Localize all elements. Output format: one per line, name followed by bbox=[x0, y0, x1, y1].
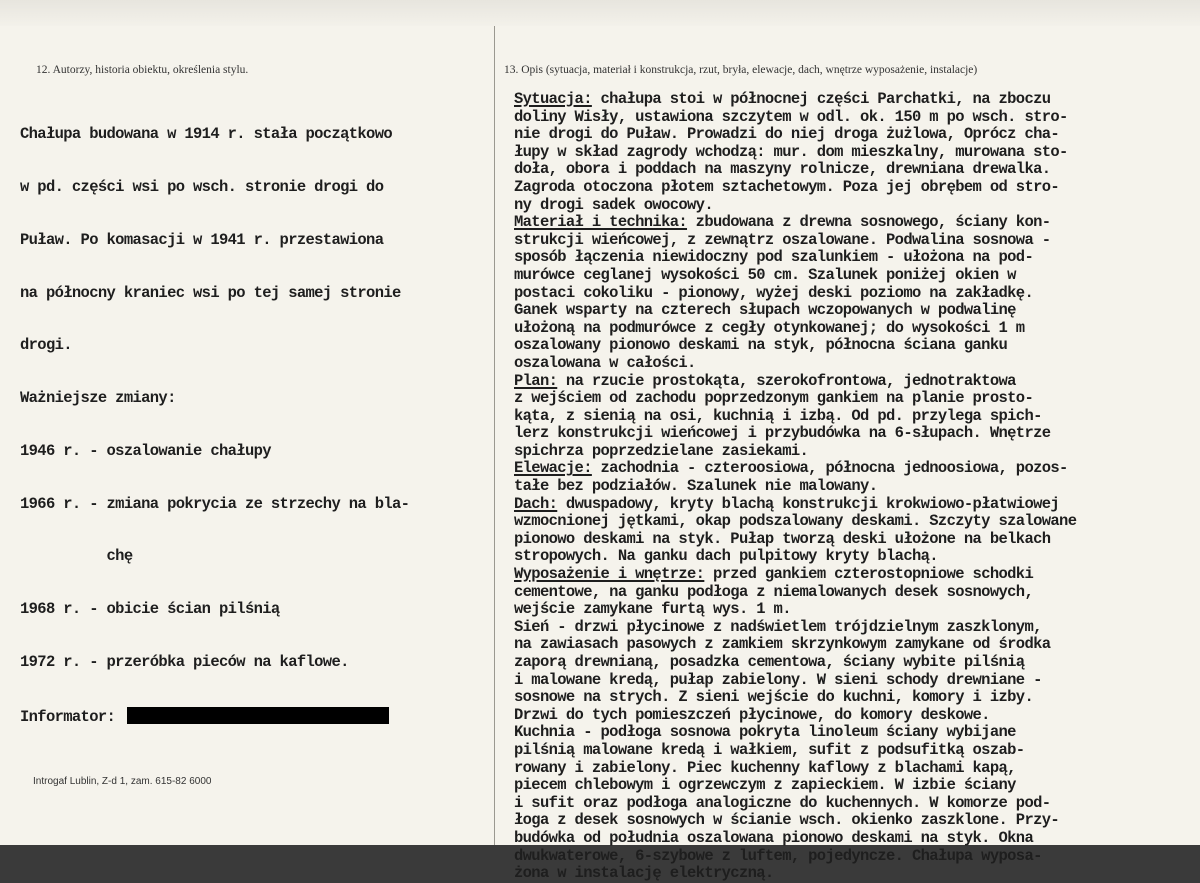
description-text-run: ułożoną na podmurówce z cegły otynkowanej; do wysokości 1 m bbox=[514, 318, 1025, 337]
changes-heading: Ważniejsze zmiany: bbox=[20, 389, 176, 408]
section-13-header: 13. Opis (sytuacja, materiał i konstrukcja, rzut, bryła, elewacje, dach, wnętrze wyposażenie, instalacje) bbox=[504, 64, 978, 76]
description-text-run: tałe bez podziałów. Szalunek nie malowany. bbox=[514, 477, 878, 496]
description-text-run: lerz konstrukcji wieńcowej i przybudówka na 6-słupach. Wnętrze bbox=[514, 424, 1051, 443]
description-text-run: murówce ceglanej wysokości 50 cm. Szalunek poniżej okien w bbox=[514, 265, 1016, 284]
description-line bbox=[514, 707, 1076, 725]
description-line bbox=[514, 91, 1076, 109]
description-line bbox=[514, 161, 1076, 179]
description-line bbox=[514, 601, 1076, 619]
description-line bbox=[514, 109, 1076, 127]
description-line bbox=[514, 619, 1076, 637]
description-line bbox=[514, 478, 1076, 496]
history-line: drogi. bbox=[20, 336, 72, 355]
informator-line bbox=[20, 707, 409, 725]
change-entry: chę bbox=[20, 547, 133, 566]
description-line bbox=[514, 355, 1076, 373]
description-line bbox=[514, 777, 1076, 795]
description-text-run: i sufit oraz podłoga analogiczne do kuchennych. W komorze pod- bbox=[514, 793, 1051, 812]
description-line bbox=[514, 302, 1076, 320]
description-line bbox=[514, 848, 1076, 866]
description-line bbox=[514, 373, 1076, 391]
description-line bbox=[514, 443, 1076, 461]
description-line bbox=[514, 337, 1076, 355]
section-label: Plan: bbox=[514, 371, 558, 390]
page-top-edge bbox=[0, 0, 1200, 26]
description-text-run: Zagroda otoczona płotem sztachetowym. Poza jej obrębem od stro- bbox=[514, 177, 1060, 196]
description-text-run: strukcji wieńcowej, z zewnątrz oszalowane. Podwalina sosnowa - bbox=[514, 230, 1051, 249]
description-text-run: Drzwi do tych pomieszczeń płycinowe, do komory deskowe. bbox=[514, 705, 990, 724]
description-text-run: dwukwaterowe, 6-szybowe z luftem, pojedyncze. Chałupa wyposa- bbox=[514, 846, 1042, 865]
informator-label: Informator: bbox=[20, 707, 116, 726]
description-text-run: na zawiasach pasowych z zamkiem skrzynkowym zamykane od środka bbox=[514, 635, 1051, 654]
description-line bbox=[514, 724, 1076, 742]
description-text-run: oszalowana w całości. bbox=[514, 353, 696, 372]
description-line bbox=[514, 320, 1076, 338]
description-text-run: doliny Wisły, ustawiona szczytem w odl. ok. 150 m po wsch. stro- bbox=[514, 107, 1068, 126]
description-line bbox=[514, 830, 1076, 848]
description-line bbox=[514, 460, 1076, 478]
description-line bbox=[514, 390, 1076, 408]
description-text-run: Ganek wsparty na czterech słupach wczopowanych w podwalinę bbox=[514, 301, 1016, 320]
description-line bbox=[514, 197, 1076, 215]
description-text-run: spichrza poprzedzielane zasiekami. bbox=[514, 441, 809, 460]
description-line bbox=[514, 126, 1076, 144]
change-entry: 1966 r. - zmiana pokrycia ze strzechy na bla- bbox=[20, 494, 410, 513]
section-label: Wyposażenie i wnętrze: bbox=[514, 565, 705, 584]
description-text-run: postaci cokoliku - pionowy, wyżej deski poziomo na zakładkę. bbox=[514, 283, 1034, 302]
description-line bbox=[514, 496, 1076, 514]
description-text-run: Sień - drzwi płycinowe z nadświetlem trójdzielnym zaszklonym, bbox=[514, 617, 1042, 636]
description-line bbox=[514, 760, 1076, 778]
section-label: Elewacje: bbox=[514, 459, 592, 478]
history-line: w pd. części wsi po wsch. stronie drogi do bbox=[20, 177, 384, 196]
description-line bbox=[514, 408, 1076, 426]
description-text-run: zbudowana z drewna sosnowego, ściany kon- bbox=[687, 213, 1051, 232]
description-line bbox=[514, 232, 1076, 250]
section-12-header: 12. Autorzy, historia obiektu, określenia stylu. bbox=[36, 64, 249, 76]
description-text-run: sosnowe na strych. Z sieni wejście do kuchni, komory i izby. bbox=[514, 688, 1034, 707]
description-text-run: łupy w skład zagrody wchodzą: mur. dom mieszkalny, murowana sto- bbox=[514, 142, 1068, 161]
description-line bbox=[514, 795, 1076, 813]
description-text-run: pilśnią malowane kredą i wałkiem, sufit z podsufitką oszab- bbox=[514, 740, 1025, 759]
section-label: Dach: bbox=[514, 494, 558, 513]
change-entry: 1946 r. - oszalowanie chałupy bbox=[20, 441, 271, 460]
description-line bbox=[514, 249, 1076, 267]
history-line: na północny kraniec wsi po tej samej stronie bbox=[20, 283, 401, 302]
description-line bbox=[514, 267, 1076, 285]
description-text-run: kąta, z sienią na osi, kuchnią i izbą. Od pd. przylega spich- bbox=[514, 406, 1042, 425]
column-divider bbox=[494, 26, 495, 845]
description-line bbox=[514, 654, 1076, 672]
description-text-run: ny drogi sadek owocowy. bbox=[514, 195, 713, 214]
description-text-run: chałupa stoi w północnej części Parchatki, na zboczu bbox=[591, 90, 1051, 108]
description-line bbox=[514, 566, 1076, 584]
description-text-run: zaporą drewnianą, posadzka cementowa, ściany wybite pilśnią bbox=[514, 653, 1025, 671]
history-text bbox=[20, 91, 409, 760]
description-line bbox=[514, 672, 1076, 690]
description-line bbox=[514, 636, 1076, 654]
section-label: Materiał i technika: bbox=[514, 213, 688, 232]
description-line bbox=[514, 144, 1076, 162]
description-line bbox=[514, 425, 1076, 443]
description-line bbox=[514, 513, 1076, 531]
description-text-run: wejście zamykane furtą wys. 1 m. bbox=[514, 600, 791, 619]
description-text-run: przed gankiem czterostopniowe schodki bbox=[704, 565, 1034, 584]
description-line bbox=[514, 812, 1076, 830]
description-text-run: budówka od południa oszalowana pionowo deskami na styk. Okna bbox=[514, 828, 1034, 847]
printer-imprint: Introgaf Lublin, Z-d 1, zam. 615-82 6000 bbox=[33, 776, 212, 787]
description-text-run: nie drogi do Puław. Prowadzi do niej droga żużlowa, Oprócz cha- bbox=[514, 125, 1060, 144]
change-entry: 1968 r. - obicie ścian pilśnią bbox=[20, 600, 280, 619]
section-label: Sytuacja: bbox=[514, 90, 592, 108]
description-text-run: wzmocnionej jętkami, okap podszalowany deskami. Szczyty szalowane bbox=[514, 512, 1077, 531]
description-line bbox=[514, 179, 1076, 197]
description-text-run: na rzucie prostokąta, szerokofrontowa, jednotraktowa bbox=[557, 371, 1016, 390]
description-line bbox=[514, 548, 1076, 566]
description-text-run: piecem chlebowym i ogrzewczym z zapieckiem. W izbie ściany bbox=[514, 776, 1016, 795]
description-text-run: pionowo deskami na styk. Pułap tworzą deski ułożone na belkach bbox=[514, 529, 1051, 548]
description-text-run: z wejściem od zachodu poprzedzonym gankiem na planie prosto- bbox=[514, 389, 1034, 408]
description-text-run: Kuchnia - podłoga sosnowa pokryta linoleum ściany wybijane bbox=[514, 723, 1016, 742]
description-text-run: stropowych. Na ganku dach pulpitowy kryty blachą. bbox=[514, 547, 938, 566]
description-text-run: dwuspadowy, kryty blachą konstrukcji krokwiowo-płatwiowej bbox=[557, 494, 1060, 513]
history-line: Puław. Po komasacji w 1941 r. przestawiona bbox=[20, 230, 384, 249]
change-entry: 1972 r. - przeróbka pieców na kaflowe. bbox=[20, 653, 349, 671]
description-text-run: łoga z desek sosnowych w ścianie wsch. okienko zaszklone. Przy- bbox=[514, 811, 1060, 830]
description-line bbox=[514, 689, 1076, 707]
description-text-run: oszalowany pionowo deskami na styk, północna ściana ganku bbox=[514, 336, 1008, 355]
description-line bbox=[514, 742, 1076, 760]
description-text-run: sposób łączenia niewidoczny pod szalunkiem - ułożona na pod- bbox=[514, 248, 1034, 267]
description-line bbox=[514, 531, 1076, 549]
description-line bbox=[514, 285, 1076, 303]
description-text-run: cementowe, na ganku podłoga z niemalowanych desek sosnowych, bbox=[514, 582, 1034, 601]
description-line bbox=[514, 214, 1076, 232]
description-text-run: rowany i zabielony. Piec kuchenny kaflowy z blachami kapą, bbox=[514, 758, 1016, 777]
description-line bbox=[514, 584, 1076, 602]
description-text-run: doła, obora i poddach na maszyny rolnicze, drewniana drewalka. bbox=[514, 160, 1051, 179]
description-text-run: zachodnia - czteroosiowa, północna jednoosiowa, pozos- bbox=[591, 459, 1068, 478]
description-line bbox=[514, 865, 1076, 883]
history-line: Chałupa budowana w 1914 r. stała początkowo bbox=[20, 125, 393, 144]
redaction-bar bbox=[127, 707, 389, 724]
description-text bbox=[514, 91, 1076, 883]
description-text-run: i malowane kredą, pułap zabielony. W sieni schody drewniane - bbox=[514, 670, 1042, 689]
description-text-run: żona w instalację elektryczną. bbox=[514, 864, 774, 883]
